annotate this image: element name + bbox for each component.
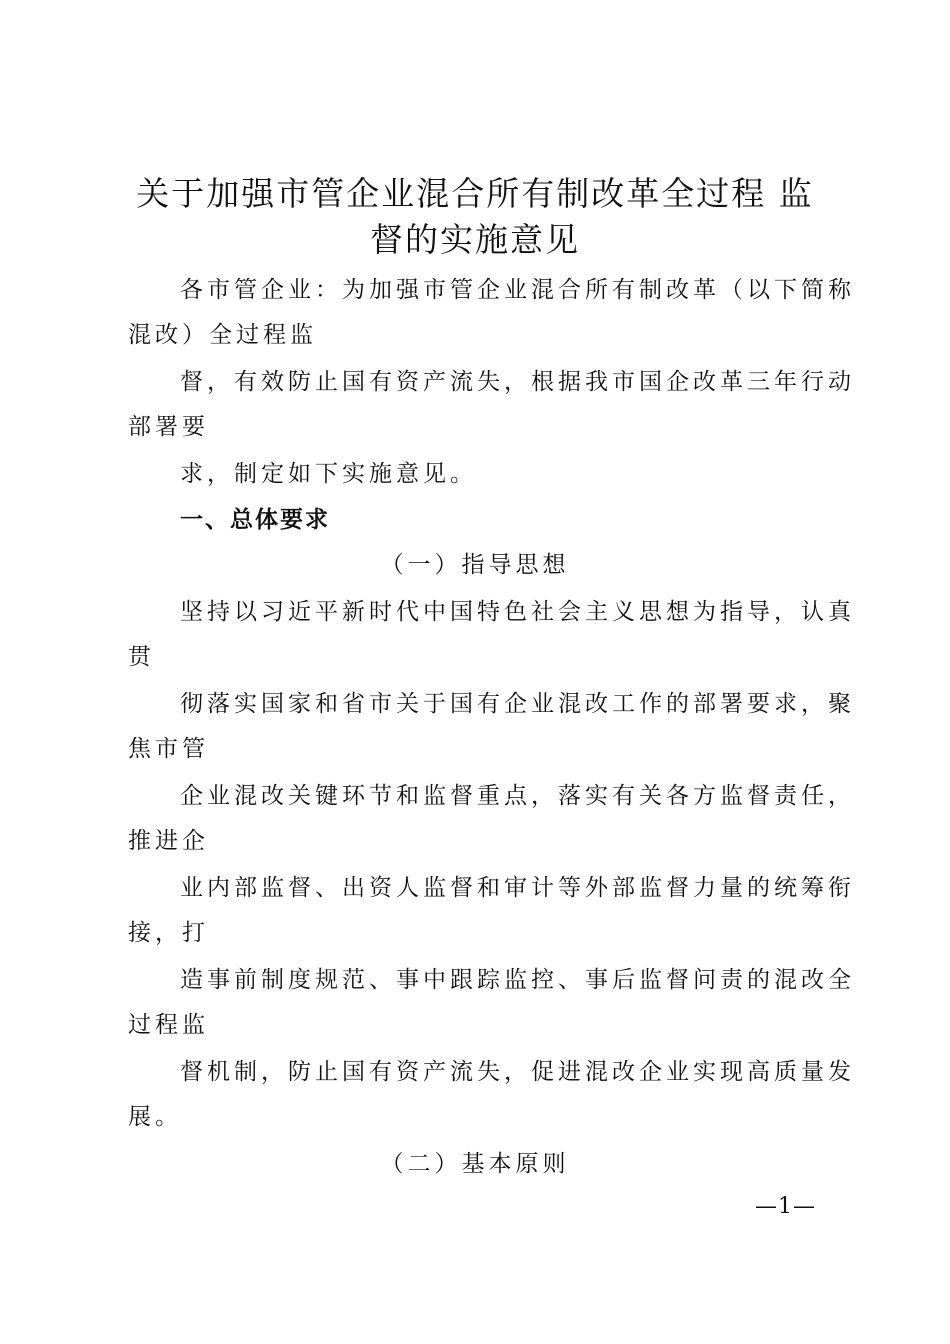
paragraph-line: 各市管企业：为加强市管企业混合所有制改革（以下简称 [180,277,855,303]
subsection-heading: （二）基本原则 [380,1151,570,1177]
paragraph-line: 企业混改关键环节和监督重点，落实有关各方监督责任， [180,783,855,809]
paragraph-line: 混改）全过程监 [128,322,317,348]
paragraph-line: 部署要 [128,414,209,440]
paragraph-line: 造事前制度规范、事中跟踪监控、事后监督问责的混改全 [180,967,855,993]
subsection-heading: （一）指导思想 [380,552,570,578]
document-title-line-2: 督的实施意见 [370,220,580,259]
page-number: —1— [755,1194,816,1219]
section-heading: 一、总体要求 [180,507,330,533]
paragraph-line: 督，有效防止国有资产流失，根据我市国企改革三年行动 [180,369,855,395]
paragraph-line: 业内部监督、出资人监督和审计等外部监督力量的统筹衔 [180,875,855,901]
paragraph-line: 接，打 [128,920,209,946]
paragraph-line: 焦市管 [128,736,209,762]
document-title-line-1: 关于加强市管企业混合所有制改革全过程 监 [136,174,814,213]
paragraph-line: 求，制定如下实施意见。 [180,461,477,487]
paragraph-line: 推进企 [128,828,209,854]
paragraph-line: 坚持以习近平新时代中国特色社会主义思想为指导，认真 [180,599,855,625]
paragraph-line: 过程监 [128,1012,209,1038]
paragraph-line: 展。 [128,1104,182,1130]
paragraph-line: 贯 [128,644,155,670]
paragraph-line: 督机制，防止国有资产流失，促进混改企业实现高质量发 [180,1059,855,1085]
paragraph-line: 彻落实国家和省市关于国有企业混改工作的部署要求，聚 [180,691,855,717]
